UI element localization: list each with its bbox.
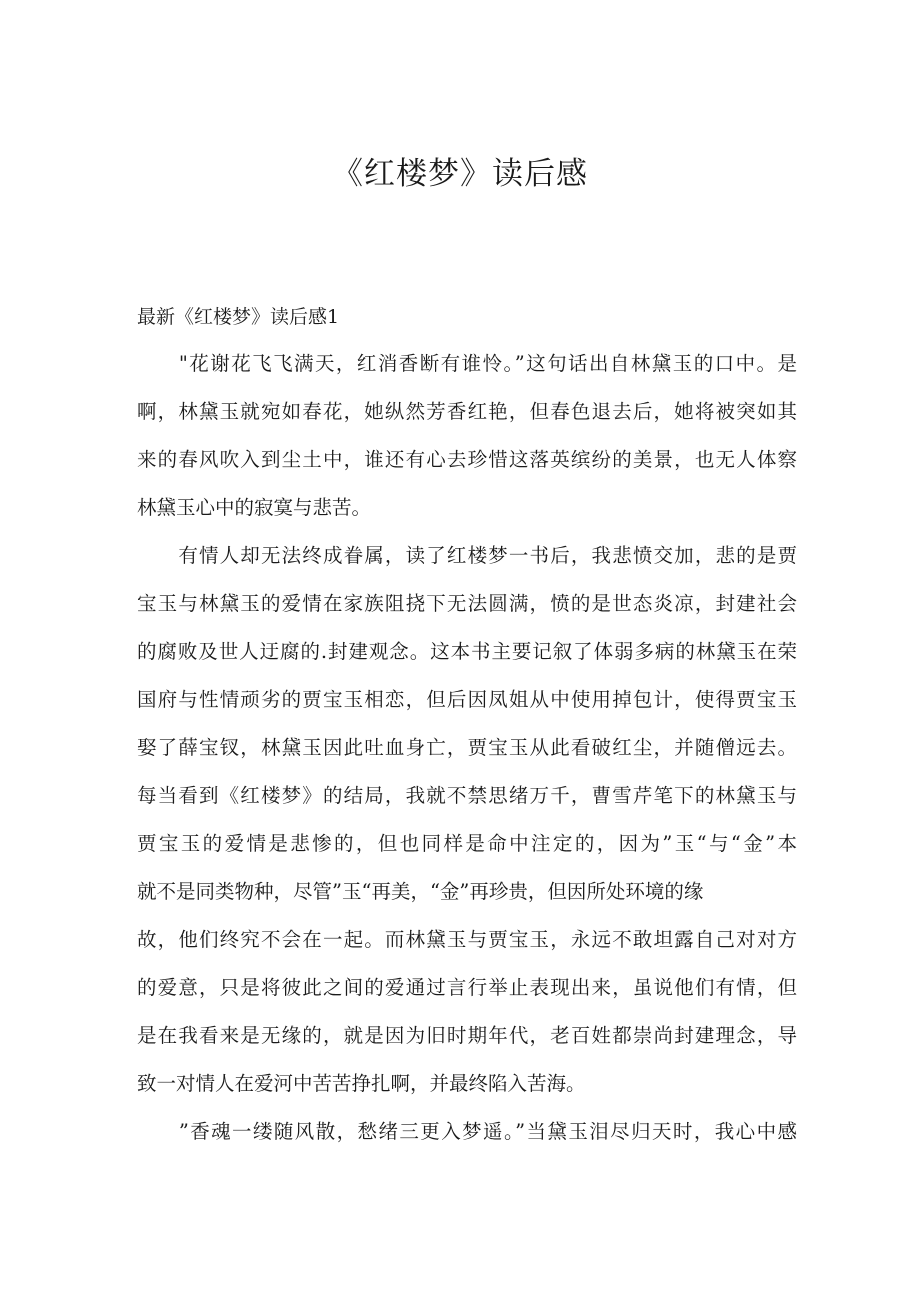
paragraph-3-line-1: ”香魂一缕随风散，愁绪三更入梦遥。”当黛玉泪尽归天时，我心中感 xyxy=(137,1120,797,1143)
paragraph-2-line-3: 的腐败及世人迂腐的.封建观念。这本书主要记叙了体弱多病的林黛玉在荣 xyxy=(137,640,797,663)
paragraph-1-line-2: 啊，林黛玉就宛如春花，她纵然芳香红艳，但春色退去后，她将被突如其 xyxy=(137,400,797,423)
paragraph-2-line-5: 娶了薛宝钗，林黛玉因此吐血身亡，贾宝玉从此看破红尘，并随僧远去。 xyxy=(137,736,797,759)
paragraph-2-line-8: 就不是同类物种，尽管”玉“再美，“金”再珍贵，但因所处环境的缘 xyxy=(137,880,704,903)
paragraph-2-line-2: 宝玉与林黛玉的爱情在家族阻挠下无法圆满，愤的是世态炎凉，封建社会 xyxy=(137,592,797,615)
paragraph-1-line-3: 来的春风吹入到尘土中，谁还有心去珍惜这落英缤纷的美景，也无人体察 xyxy=(137,448,797,471)
paragraph-2-line-9: 故，他们终究不会在一起。而林黛玉与贾宝玉，永远不敢坦露自己对对方 xyxy=(137,928,797,951)
paragraph-1-line-4: 林黛玉心中的寂寞与悲苦。 xyxy=(137,496,372,519)
paragraph-2-line-1: 有情人却无法终成眷属，读了红楼梦一书后，我悲愤交加，悲的是贾 xyxy=(137,544,797,567)
paragraph-2-line-10: 的爱意，只是将彼此之间的爱通过言行举止表现出来，虽说他们有情，但 xyxy=(137,976,797,999)
paragraph-2-line-4: 国府与性情顽劣的贾宝玉相恋，但后因凤姐从中使用掉包计，使得贾宝玉 xyxy=(137,688,797,711)
document-title: 《红楼梦》读后感 xyxy=(332,156,588,192)
paragraph-1-line-1: "花谢花飞飞满天，红消香断有谁怜。”这句话出自林黛玉的口中。是 xyxy=(137,352,797,375)
paragraph-2-line-6: 每当看到《红楼梦》的结局，我就不禁思绪万千，曹雪芹笔下的林黛玉与 xyxy=(137,784,797,807)
paragraph-2-line-12: 致一对情人在爱河中苦苦挣扎啊，并最终陷入苦海。 xyxy=(137,1072,586,1095)
section-heading: 最新《红楼梦》读后感1 xyxy=(137,306,340,328)
paragraph-2-line-11: 是在我看来是无缘的，就是因为旧时期年代，老百姓都崇尚封建理念，导 xyxy=(137,1024,797,1047)
paragraph-2-line-7: 贾宝玉的爱情是悲惨的，但也同样是命中注定的，因为”玉“与“金”本 xyxy=(137,832,797,855)
